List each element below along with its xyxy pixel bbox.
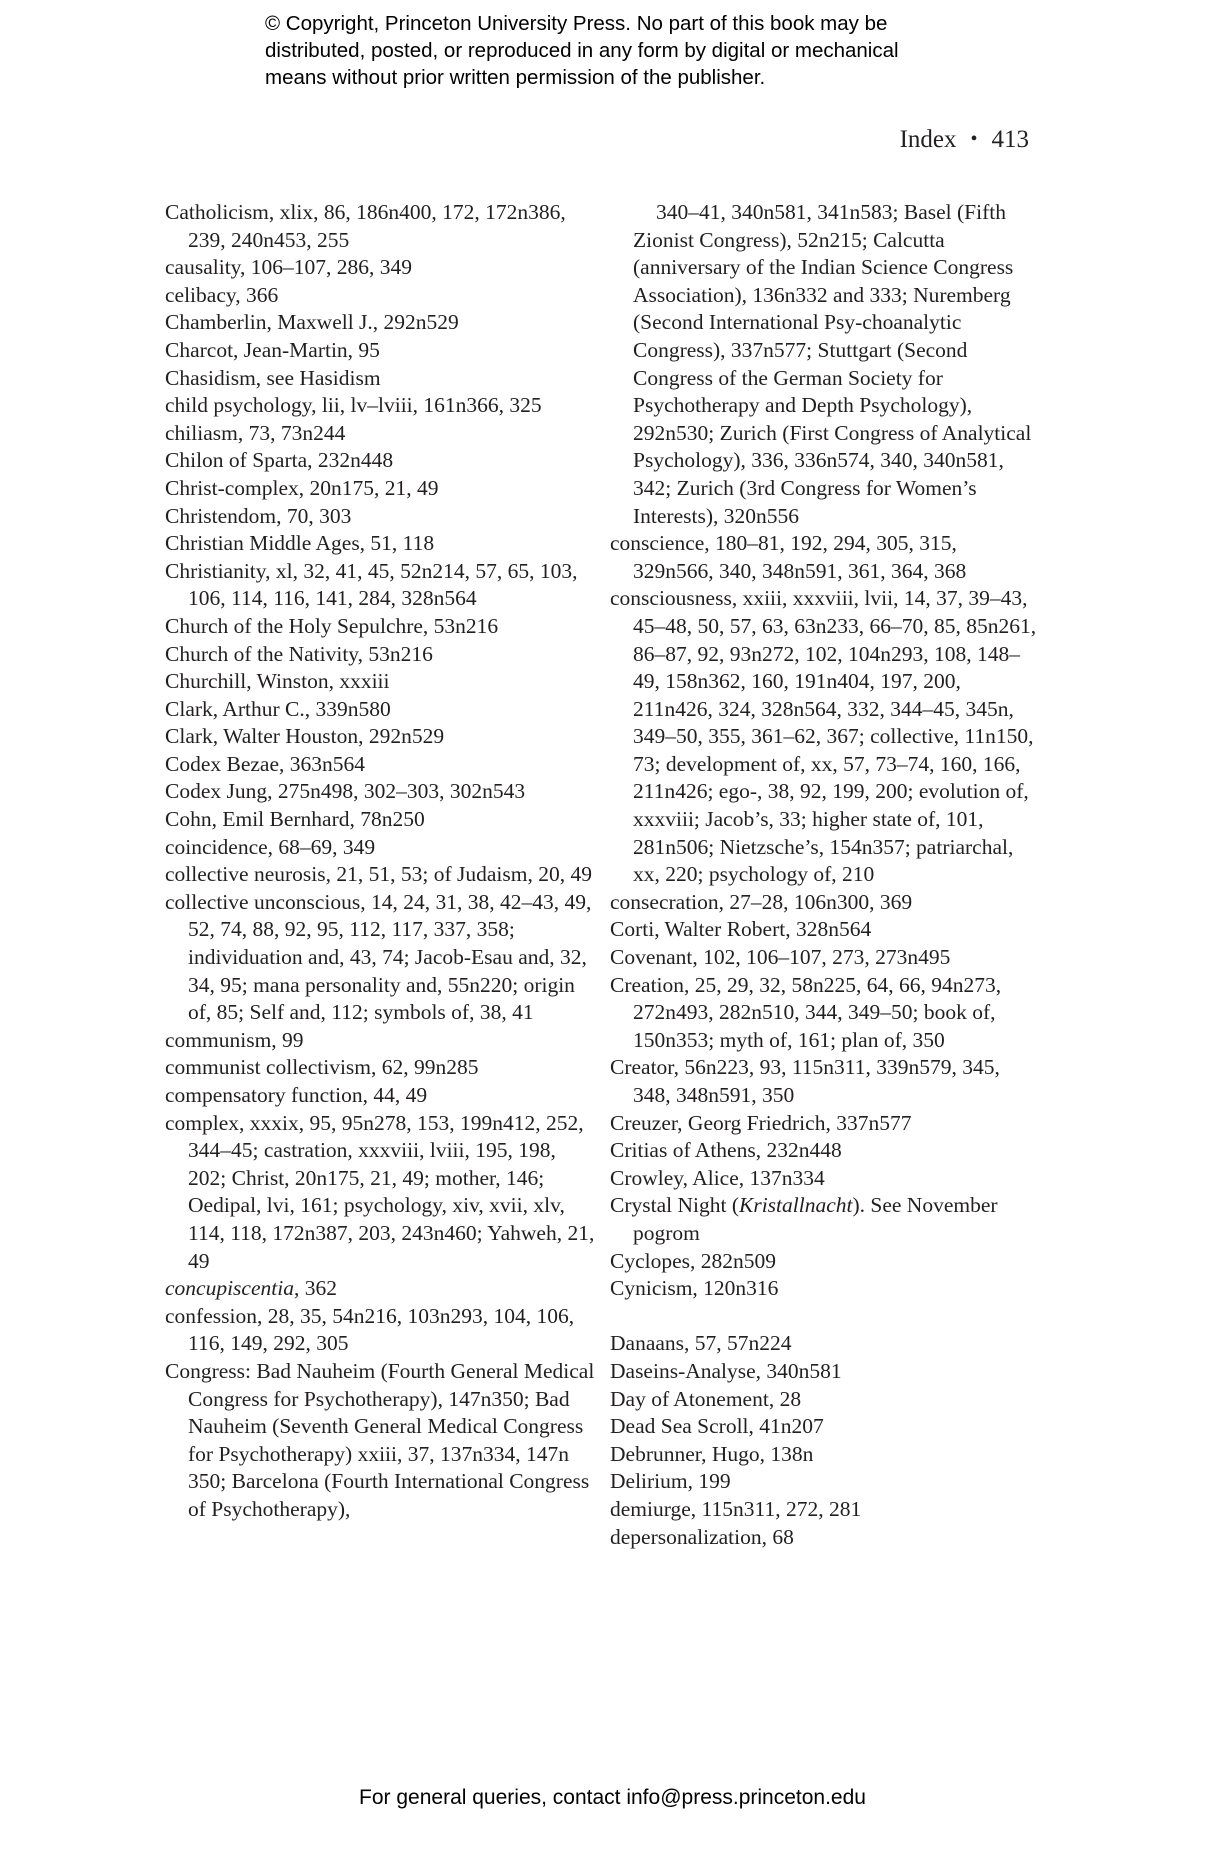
index-entry: Congress: Bad Nauheim (Fourth General Medical Congress for Psychotherapy), 147n350; Bad Nauheim (Seventh General Medical Congress for Psychotherapy) xxiii, 37, 137n334, 147n 350; Barcelona (Fourth International Congress of Psychotherapy), (165, 1358, 595, 1521)
index-entry: Dead Sea Scroll, 41n207 (610, 1414, 824, 1439)
index-entry: confession, 28, 35, 54n216, 103n293, 104, 106, 116, 149, 292, 305 (165, 1303, 575, 1356)
index-entry: Delirium, 199 (610, 1469, 731, 1494)
index-column-left (165, 199, 595, 1524)
index-entry: collective neurosis, 21, 51, 53; of Judaism, 20, 49 (165, 862, 592, 887)
index-entry: Catholicism, xlix, 86, 186n400, 172, 172n386, 239, 240n453, 255 (165, 200, 566, 252)
index-entry: Chilon of Sparta, 232n448 (165, 448, 394, 473)
index-entry: Creuzer, Georg Friedrich, 337n577 (610, 1110, 912, 1135)
index-entry: Clark, Arthur C., 339n580 (165, 696, 391, 721)
index-entry: causality, 106–107, 286, 349 (165, 255, 413, 280)
index-entry: Christian Middle Ages, 51, 118 (165, 531, 435, 556)
index-entry: Cohn, Emil Bernhard, 78n250 (165, 807, 425, 832)
index-entry: conscience, 180–81, 192, 294, 305, 315, 329n566, 340, 348n591, 361, 364, 368 (610, 531, 967, 583)
index-entry: Crowley, Alice, 137n334 (610, 1165, 825, 1190)
section-title: Index (899, 126, 957, 153)
index-entry: child psychology, lii, lv–lviii, 161n366, 325 (165, 393, 542, 418)
footer-contact: For general queries, contact info@press.princeton.edu (359, 1786, 866, 1809)
index-entry: consciousness, xxiii, xxxviii, lvii, 14, 37, 39–43, 45–48, 50, 57, 63, 63n233, 66–70, 85, 85n261, 86–87, 92, 93n272, 102, 104n293, 108, 148–49, 158n362, 160, 191n404, 197, 200, 211n426, 324, 328n564, 332, 344–45, 345n, 349–50, 355, 361–62, 367; collective, 11n150, 73; development of, xx, 57, 73–74, 160, 166, 211n426; ego-, 38, 92, 199, 200; evolution of, xxxviii; Jacob’s, 33; higher state of, 101, 281n506; Nietzsche’s, 154n357; patriarchal, xx, 220; psychology of, 210 (610, 586, 1037, 887)
index-entry: complex, xxxix, 95, 95n278, 153, 199n412, 252, 344–45; castration, xxxviii, lviii, 195, 198, 202; Christ, 20n175, 21, 49; mother, 146; Oedipal, lvi, 161; psychology, xiv, xvii, xlv, 114, 118, 172n387, 203, 243n460; Yahweh, 21, 49 (165, 1110, 595, 1273)
index-entry: Clark, Walter Houston, 292n529 (165, 724, 445, 749)
index-entry: Church of the Holy Sepulchre, 53n216 (165, 613, 499, 638)
index-entry: consecration, 27–28, 106n300, 369 (610, 889, 913, 914)
copyright-line: © Copyright, Princeton University Press. No part of this book may be (265, 12, 888, 35)
index-entry: collective unconscious, 14, 24, 31, 38, 42–43, 49, 52, 74, 88, 92, 95, 112, 117, 337, 358; individuation and, 43, 74; Jacob-Esau and, 32, 34, 95; mana personality and, 55n220; origin of, 85; Self and, 112; symbols of, 38, 41 (165, 889, 592, 1025)
index-entry (610, 1192, 1040, 1247)
index-entry: Churchill, Winston, xxxiii (165, 669, 390, 694)
index-entry: Chamberlin, Maxwell J., 292n529 (165, 310, 459, 335)
index-entry: Corti, Walter Robert, 328n564 (610, 917, 872, 942)
index-entry: communism, 99 (165, 1027, 304, 1052)
index-entry: Christ-complex, 20n175, 21, 49 (165, 475, 439, 500)
index-entry: Charcot, Jean-Martin, 95 (165, 337, 380, 362)
index-entry: Codex Bezae, 363n564 (165, 751, 366, 776)
index-entry-continued: 340–41, 340n581, 341n583; Basel (Fifth Zionist Congress), 52n215; Calcutta (anniversary of the Indian Science Congress Association), 136n332 and 333; Nuremberg (Second International Psy-choanalytic Congress), 337n577; Stuttgart (Second Congress of the German Society for Psychotherapy and Depth Psychology), 292n530; Zurich (First Congress of Analytical Psychology), 336, 336n574, 340, 340n581, 342; Zurich (3rd Congress for Women’s Interests), 320n556 (633, 200, 1032, 528)
letter-group-gap (610, 1303, 1040, 1331)
index-entry: Debrunner, Hugo, 138n (610, 1441, 814, 1466)
index-entry: Creator, 56n223, 93, 115n311, 339n579, 345, 348, 348n591, 350 (610, 1055, 1000, 1107)
index-entry: Creation, 25, 29, 32, 58n225, 64, 66, 94n273, 272n493, 282n510, 344, 349–50; book of, 150n353; myth of, 161; plan of, 350 (610, 972, 1002, 1052)
index-entry: Christianity, xl, 32, 41, 45, 52n214, 57, 65, 103, 106, 114, 116, 141, 284, 328n564 (165, 558, 578, 611)
copyright-notice (265, 10, 1025, 91)
index-entry: coincidence, 68–69, 349 (165, 834, 376, 859)
index-entry: Covenant, 102, 106–107, 273, 273n495 (610, 945, 951, 970)
index-entry: Chasidism, see Hasidism (165, 365, 381, 390)
copyright-line: means without prior written permission of the publisher. (265, 66, 766, 89)
index-term-italic: concupiscentia (165, 1276, 294, 1301)
index-entry: Danaans, 57, 57n224 (610, 1331, 792, 1356)
running-head (900, 126, 1029, 154)
index-entry: Critias of Athens, 232n448 (610, 1138, 842, 1163)
copyright-line: distributed, posted, or reproduced in any form by digital or mechanical (265, 39, 899, 62)
index-locator: , 362 (293, 1276, 337, 1301)
index-entry: Day of Atonement, 28 (610, 1386, 802, 1411)
index-entry: Daseins-Analyse, 340n581 (610, 1358, 842, 1383)
index-entry: Cyclopes, 282n509 (610, 1248, 777, 1273)
index-entry: compensatory function, 44, 49 (165, 1083, 428, 1107)
index-entry: chiliasm, 73, 73n244 (165, 420, 346, 445)
index-entry: communist collectivism, 62, 99n285 (165, 1055, 479, 1080)
index-entry: Cynicism, 120n316 (610, 1276, 779, 1301)
index-entry (165, 1275, 595, 1303)
index-term: Crystal Night ( (610, 1193, 739, 1218)
index-entry: Church of the Nativity, 53n216 (165, 641, 433, 666)
index-entry: Codex Jung, 275n498, 302–303, 302n543 (165, 779, 526, 804)
index-cross-reference: ). See November pogrom (633, 1193, 998, 1245)
index-entry: depersonalization, 68 (610, 1524, 794, 1549)
bullet-separator: • (970, 128, 978, 150)
index-term-italic: Kristallnacht (739, 1193, 853, 1218)
index-entry: Christendom, 70, 303 (165, 503, 352, 528)
index-entry: celibacy, 366 (165, 282, 279, 307)
index-column-right (610, 199, 1040, 1551)
page-number: 413 (991, 126, 1029, 153)
index-entry: demiurge, 115n311, 272, 281 (610, 1496, 862, 1521)
